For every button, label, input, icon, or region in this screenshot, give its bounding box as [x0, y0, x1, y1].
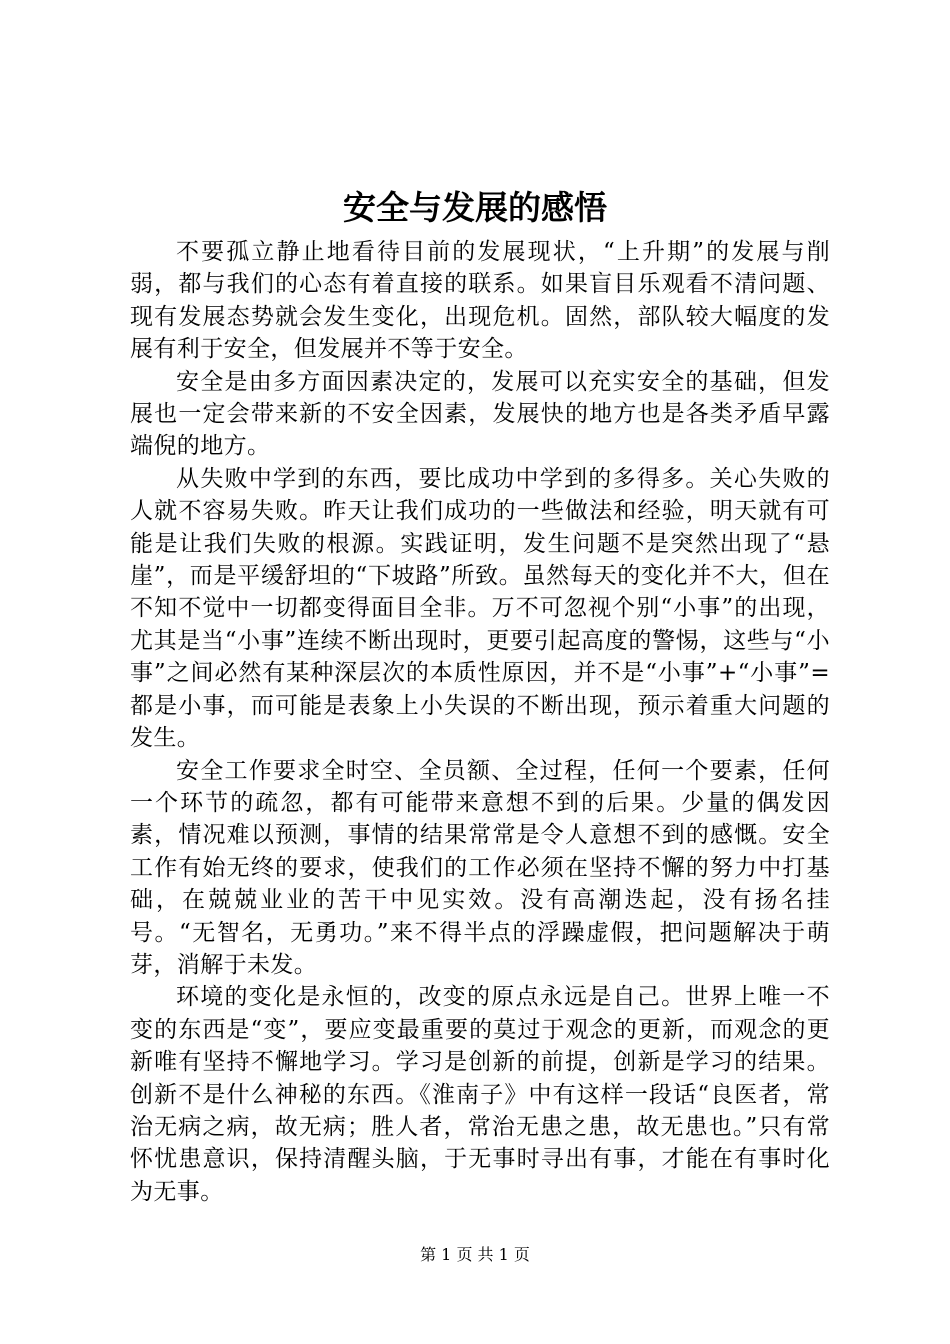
paragraph-3: 从失败中学到的东西，要比成功中学到的多得多。关心失败的人就不容易失败。昨天让我们成功的一些做法和经验，明天就有可能是让我们失败的根源。实践证明，发生问题不是突然出现了“悬崖”，而是平缓舒坦的“下坡路”所致。虽然每天的变化并不大，但在不知不觉中一切都变得面目全非。万不可忽视个别“小事”的出现，尤其是当“小事”连续不断出现时，更要引起高度的警惕，这些与“小事”之间必然有某种深层次的本质性原因，并不是“小事”+“小事”=都是小事，而可能是表象上小失误的不断出现，预示着重大问题的发生。 — [130, 465, 830, 752]
paragraph-4: 安全工作要求全时空、全员额、全过程，任何一个要素，任何一个环节的疏忽，都有可能带来意想不到的后果。少量的偶发因素，情况难以预测，事情的结果常常是令人意想不到的感慨。安全工作有始无终的要求，使我们的工作必须在坚持不懈的努力中打基础，在兢兢业业的苦干中见实效。没有高潮迭起，没有扬名挂号。“无智名，无勇功。”来不得半点的浮躁虚假，把问题解决于萌芽，消解于未发。 — [130, 757, 830, 978]
paragraph-2: 安全是由多方面因素决定的，发展可以充实安全的基础，但发展也一定会带来新的不安全因素，发展快的地方也是各类矛盾早露端倪的地方。 — [130, 368, 830, 460]
document-body — [130, 236, 830, 1208]
paragraph-1: 不要孤立静止地看待目前的发展现状，“上升期”的发展与削弱，都与我们的心态有着直接的联系。如果盲目乐观看不清问题、现有发展态势就会发生变化，出现危机。固然，部队较大幅度的发展有利于安全，但发展并不等于安全。 — [130, 239, 830, 363]
paragraph-5: 环境的变化是永恒的，改变的原点永远是自己。世界上唯一不变的东西是“变”，要应变最重要的莫过于观念的更新，而观念的更新唯有坚持不懈地学习。学习是创新的前提，创新是学习的结果。创新不是什么神秘的东西。《淮南子》中有这样一段话“良医者，常治无病之病，故无病；胜人者，常治无患之患，故无患也。”只有常怀忧患意识，保持清醒头脑，于无事时寻出有事，才能在有事时化为无事。 — [130, 984, 830, 1205]
page-number-footer: 第 1 页 共 1 页 — [420, 1245, 530, 1264]
document-title: 安全与发展的感悟 — [343, 188, 607, 227]
